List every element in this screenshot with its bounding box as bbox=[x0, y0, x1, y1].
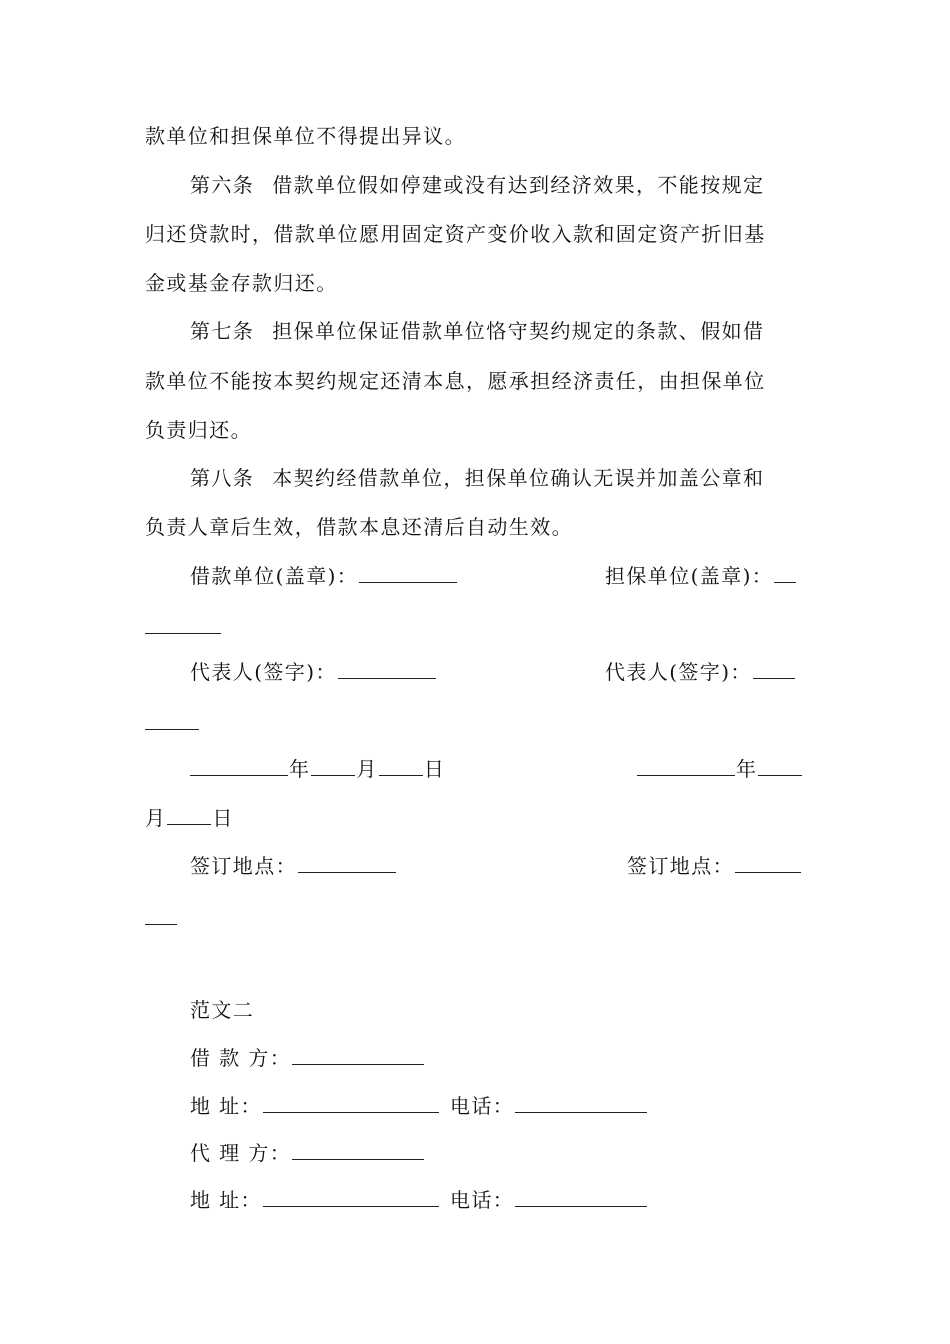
address-line-1 bbox=[190, 1091, 810, 1121]
article-7-line-2 bbox=[145, 366, 810, 396]
place-left-label: 签订地点： bbox=[190, 854, 297, 878]
borrower-field[interactable] bbox=[292, 1046, 424, 1065]
article-7-line-1 bbox=[190, 316, 810, 346]
text-line bbox=[145, 121, 810, 151]
guarantor-seal-blank[interactable] bbox=[774, 564, 796, 583]
paragraph-text: 归还贷款时，借款单位愿用固定资产变价收入款和固定资产折旧基 bbox=[145, 222, 766, 246]
phone-field[interactable] bbox=[515, 1094, 647, 1113]
rep-left-label: 代表人(签字)： bbox=[190, 660, 337, 684]
year-blank-right[interactable] bbox=[637, 757, 735, 776]
article-heading: 第七条 bbox=[190, 319, 255, 343]
month-label-right: 月 bbox=[145, 806, 167, 830]
article-6-line-1 bbox=[190, 170, 810, 200]
article-6-line-2 bbox=[145, 219, 810, 249]
month-blank[interactable] bbox=[311, 757, 355, 776]
guarantor-seal-blank-wrap bbox=[145, 612, 810, 642]
article-heading: 第八条 bbox=[190, 466, 255, 490]
article-heading: 第六条 bbox=[190, 173, 255, 197]
paragraph-text: 金或基金存款归还。 bbox=[145, 271, 338, 295]
address-label: 地 址： bbox=[190, 1188, 262, 1212]
date-right-line bbox=[637, 754, 803, 784]
phone-label: 电话： bbox=[449, 1188, 515, 1212]
rep-left-blank[interactable] bbox=[338, 660, 436, 679]
article-6-line-3 bbox=[145, 268, 810, 298]
day-blank[interactable] bbox=[379, 757, 423, 776]
place-right-label: 签订地点： bbox=[627, 854, 734, 878]
place-right-blank-wrap bbox=[145, 903, 810, 933]
year-blank[interactable] bbox=[190, 757, 288, 776]
paragraph-text: 借款单位假如停建或没有达到经济效果，不能按规定 bbox=[272, 173, 765, 197]
paragraph-text: 负责归还。 bbox=[145, 418, 252, 442]
address-label: 地 址： bbox=[190, 1094, 262, 1118]
address-field[interactable] bbox=[263, 1094, 439, 1113]
phone-label: 电话： bbox=[449, 1094, 515, 1118]
month-label: 月 bbox=[356, 757, 378, 781]
article-7-line-3 bbox=[145, 415, 810, 445]
address-line-2 bbox=[190, 1185, 810, 1215]
year-label: 年 bbox=[289, 757, 311, 781]
borrower-seal-blank[interactable] bbox=[359, 564, 457, 583]
borrower-label: 借 款 方： bbox=[190, 1046, 292, 1070]
borrower-line bbox=[190, 1043, 810, 1073]
day-label: 日 bbox=[423, 757, 446, 781]
agent-field[interactable] bbox=[292, 1141, 424, 1160]
day-blank-right[interactable] bbox=[167, 806, 211, 825]
rep-right-label: 代表人(签字)： bbox=[605, 660, 752, 684]
agent-label: 代 理 方： bbox=[190, 1141, 292, 1165]
borrower-seal-label: 借款单位(盖章)： bbox=[190, 564, 359, 588]
place-left-blank[interactable] bbox=[298, 854, 396, 873]
article-8-line-2 bbox=[145, 512, 810, 542]
rep-right-blank[interactable] bbox=[753, 660, 795, 679]
paragraph-text: 本契约经借款单位，担保单位确认无误并加盖公章和 bbox=[272, 466, 765, 490]
paragraph-text: 担保单位保证借款单位恪守契约规定的条款、假如借 bbox=[272, 319, 765, 343]
place-right-blank[interactable] bbox=[735, 854, 801, 873]
phone-field[interactable] bbox=[515, 1188, 647, 1207]
section-title: 范文二 bbox=[190, 998, 255, 1022]
rep-right-blank-continued[interactable] bbox=[145, 711, 199, 730]
day-label-right: 日 bbox=[212, 806, 234, 830]
paragraph-text: 款单位和担保单位不得提出异议。 bbox=[145, 124, 466, 148]
sample-2-title bbox=[190, 995, 810, 1025]
address-field[interactable] bbox=[263, 1188, 439, 1207]
place-right-line bbox=[627, 851, 802, 881]
guarantor-seal-blank-continued[interactable] bbox=[145, 615, 221, 634]
place-right-blank-continued[interactable] bbox=[145, 906, 177, 925]
paragraph-text: 负责人章后生效，借款本息还清后自动生效。 bbox=[145, 515, 573, 539]
rep-right-line bbox=[605, 657, 796, 687]
year-label-right: 年 bbox=[736, 757, 758, 781]
article-8-line-1 bbox=[190, 463, 810, 493]
agent-line bbox=[190, 1138, 810, 1168]
month-blank-right[interactable] bbox=[758, 757, 802, 776]
rep-right-blank-wrap bbox=[145, 708, 810, 738]
date-right-wrap bbox=[145, 803, 810, 833]
paragraph-text: 款单位不能按本契约规定还清本息，愿承担经济责任，由担保单位 bbox=[145, 369, 766, 393]
guarantor-seal-label: 担保单位(盖章)： bbox=[605, 564, 774, 588]
guarantor-seal-line bbox=[605, 561, 797, 591]
